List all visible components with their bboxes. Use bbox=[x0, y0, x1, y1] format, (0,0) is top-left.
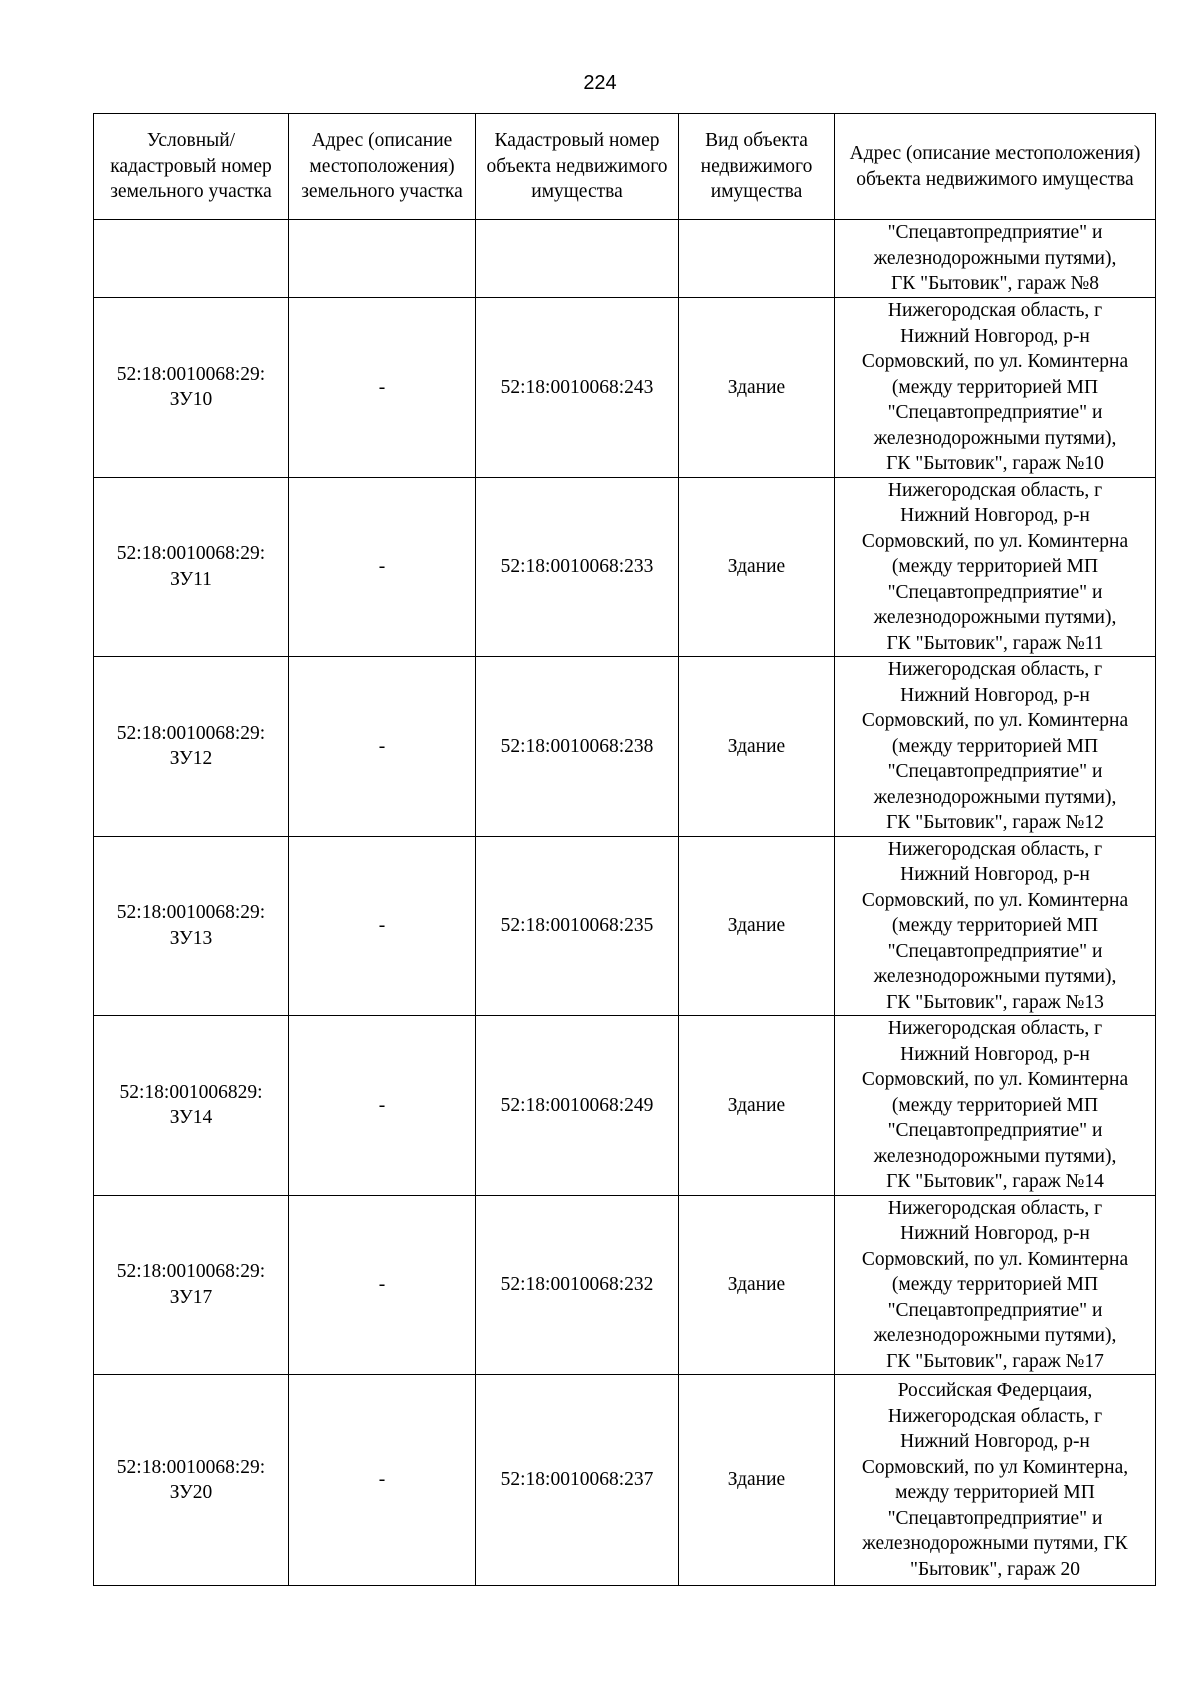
cell-object-number: 52:18:0010068:249 bbox=[476, 1016, 679, 1196]
plot-number-line: 52:18:0010068:29: bbox=[116, 722, 266, 744]
address-line: "Спецавтопредприятие" и bbox=[887, 940, 1103, 962]
address-line: Нижегородская область, г bbox=[887, 1405, 1103, 1427]
address-line: Нижний Новгород, р-н bbox=[900, 864, 1090, 885]
address-line: Нижегородская область, г bbox=[887, 1018, 1103, 1039]
address-line: (между территорией МП bbox=[891, 1274, 1099, 1295]
address-line: Сормовский, по ул. Коминтерна bbox=[861, 351, 1129, 372]
plot-number-line: ЗУ10 bbox=[169, 389, 213, 411]
address-line: "Спецавтопредприятие" и bbox=[887, 581, 1103, 603]
header-object-number: Кадастровый номер объекта недвижимого имущества bbox=[476, 114, 679, 220]
address-line: железнодорожными путями, ГК bbox=[862, 1533, 1128, 1554]
cell-plot-address: - bbox=[289, 1195, 476, 1375]
address-line: "Спецавтопредприятие" и bbox=[887, 1299, 1103, 1321]
address-line: железнодорожными путями), bbox=[873, 1325, 1117, 1346]
cell-object-address bbox=[835, 657, 1156, 837]
header-plot-number: Условный/ кадастровый номер земельного участка bbox=[94, 114, 289, 220]
address-line: Нижний Новгород, р-н bbox=[900, 1043, 1090, 1065]
cell-object-type: Здание bbox=[679, 298, 835, 478]
address-line: Нижний Новгород, р-н bbox=[900, 325, 1090, 347]
address-line: Нижегородская область, г bbox=[887, 479, 1103, 501]
table-row bbox=[94, 298, 1156, 478]
address-line: ГК "Бытовик", гараж №14 bbox=[886, 1171, 1104, 1192]
cell-object-type: Здание bbox=[679, 1195, 835, 1375]
table-row bbox=[94, 657, 1156, 837]
address-line: Нижегородская область, г bbox=[887, 300, 1103, 321]
address-line: ГК "Бытовик", гараж №8 bbox=[890, 273, 1100, 294]
cell-object-address bbox=[835, 220, 1156, 298]
cell-object-address bbox=[835, 477, 1156, 657]
address-line: "Спецавтопредприятие" и bbox=[887, 761, 1103, 782]
address-line: ГК "Бытовик", гараж №13 bbox=[886, 991, 1104, 1013]
address-line: "Спецавтопредприятие" и bbox=[887, 1120, 1103, 1141]
address-line: Сормовский, по ул. Коминтерна bbox=[861, 710, 1129, 731]
cell-plot-address bbox=[289, 220, 476, 298]
header-plot-address: Адрес (описание местоположения) земельного участка bbox=[289, 114, 476, 220]
continuation-row bbox=[94, 220, 1156, 298]
cell-object-number bbox=[476, 220, 679, 298]
cell-plot-number bbox=[94, 1375, 289, 1586]
plot-number-line: ЗУ14 bbox=[169, 1107, 213, 1129]
address-line: железнодорожными путями), bbox=[873, 247, 1117, 269]
cell-object-number: 52:18:0010068:243 bbox=[476, 298, 679, 478]
address-line: "Спецавтопредприятие" и bbox=[887, 1507, 1103, 1529]
plot-number-line: 52:18:0010068:29: bbox=[116, 543, 266, 565]
address-line: ГК "Бытовик", гараж №10 bbox=[886, 453, 1104, 474]
cell-plot-address: - bbox=[289, 477, 476, 657]
address-line: (между территорией МП bbox=[891, 735, 1099, 757]
table-row bbox=[94, 1016, 1156, 1196]
cadastral-table bbox=[93, 113, 1156, 1586]
address-line: железнодорожными путями), bbox=[873, 966, 1117, 987]
address-line: между территорией МП bbox=[895, 1482, 1095, 1503]
plot-number-line: ЗУ17 bbox=[169, 1286, 213, 1308]
table-row bbox=[94, 1375, 1156, 1586]
address-line: Сормовский, по ул. Коминтерна bbox=[861, 889, 1129, 911]
plot-number-line: 52:18:0010068:29: bbox=[116, 902, 266, 924]
table-row bbox=[94, 836, 1156, 1016]
cell-plot-number bbox=[94, 657, 289, 837]
address-line: Сормовский, по ул. Коминтерна bbox=[861, 1248, 1129, 1270]
plot-number-line: ЗУ12 bbox=[169, 748, 213, 770]
address-line: ГК "Бытовик", гараж №11 bbox=[886, 632, 1104, 654]
address-line: Сормовский, по ул. Коминтерна bbox=[861, 1069, 1129, 1090]
plot-number-line: ЗУ20 bbox=[169, 1482, 213, 1503]
address-line: ГК "Бытовик", гараж №17 bbox=[886, 1350, 1104, 1372]
table-row bbox=[94, 477, 1156, 657]
address-line: Нижний Новгород, р-н bbox=[900, 684, 1090, 706]
cell-object-address bbox=[835, 1375, 1156, 1586]
cell-object-type: Здание bbox=[679, 1016, 835, 1196]
cell-plot-number bbox=[94, 1016, 289, 1196]
cell-plot-number bbox=[94, 836, 289, 1016]
cell-object-number: 52:18:0010068:232 bbox=[476, 1195, 679, 1375]
plot-number-line: ЗУ13 bbox=[169, 927, 213, 949]
header-object-type: Вид объекта недвижимого имущества bbox=[679, 114, 835, 220]
address-line: железнодорожными путями), bbox=[873, 607, 1117, 628]
cell-object-number: 52:18:0010068:237 bbox=[476, 1375, 679, 1586]
address-line: Нижегородская область, г bbox=[887, 838, 1103, 860]
cell-object-address bbox=[835, 1016, 1156, 1196]
header-object-address: Адрес (описание местоположения) объекта недвижимого имущества bbox=[835, 114, 1156, 220]
address-line: (между территорией МП bbox=[891, 915, 1099, 936]
address-line: Сормовский, по ул. Коминтерна bbox=[861, 530, 1129, 552]
address-line: Нижегородская область, г bbox=[887, 1197, 1103, 1219]
cell-plot-number bbox=[94, 477, 289, 657]
cell-object-address bbox=[835, 298, 1156, 478]
cell-plot-address: - bbox=[289, 1375, 476, 1586]
cell-object-number: 52:18:0010068:233 bbox=[476, 477, 679, 657]
plot-number-line: 52:18:0010068:29: bbox=[116, 363, 266, 385]
cell-object-number: 52:18:0010068:235 bbox=[476, 836, 679, 1016]
cell-object-type: Здание bbox=[679, 477, 835, 657]
cell-plot-address: - bbox=[289, 836, 476, 1016]
address-line: железнодорожными путями), bbox=[873, 786, 1117, 808]
address-line: железнодорожными путями), bbox=[873, 1145, 1117, 1167]
address-line: Нижний Новгород, р-н bbox=[900, 505, 1090, 526]
address-line: Нижегородская область, г bbox=[887, 659, 1103, 680]
address-line: ГК "Бытовик", гараж №12 bbox=[886, 812, 1104, 833]
cell-object-number: 52:18:0010068:238 bbox=[476, 657, 679, 837]
address-line: (между территорией МП bbox=[891, 556, 1099, 577]
address-line: железнодорожными путями), bbox=[873, 427, 1117, 449]
address-line: "Бытовик", гараж 20 bbox=[909, 1558, 1080, 1580]
cell-object-type: Здание bbox=[679, 657, 835, 837]
table-row bbox=[94, 1195, 1156, 1375]
plot-number-line: 52:18:0010068:29: bbox=[116, 1456, 266, 1478]
cell-plot-address: - bbox=[289, 657, 476, 837]
address-line: Нижний Новгород, р-н bbox=[900, 1431, 1090, 1452]
address-line: "Спецавтопредприятие" и bbox=[887, 222, 1103, 243]
cell-object-type: Здание bbox=[679, 1375, 835, 1586]
plot-number-line: 52:18:001006829: bbox=[119, 1081, 263, 1103]
cell-plot-number bbox=[94, 220, 289, 298]
address-line: Сормовский, по ул Коминтерна, bbox=[861, 1456, 1129, 1478]
address-line: Нижний Новгород, р-н bbox=[900, 1223, 1090, 1244]
cell-plot-address: - bbox=[289, 298, 476, 478]
cell-object-type bbox=[679, 220, 835, 298]
plot-number-line: 52:18:0010068:29: bbox=[116, 1261, 266, 1283]
table-header-row bbox=[94, 114, 1156, 220]
cell-object-address bbox=[835, 836, 1156, 1016]
page-number: 224 bbox=[583, 72, 617, 94]
cell-object-type: Здание bbox=[679, 836, 835, 1016]
address-line: (между территорией МП bbox=[891, 376, 1099, 398]
cell-plot-number bbox=[94, 1195, 289, 1375]
address-line: "Спецавтопредприятие" и bbox=[887, 402, 1103, 423]
address-line: (между территорией МП bbox=[891, 1094, 1099, 1116]
address-line: Российская Федерцаия, bbox=[897, 1380, 1093, 1401]
plot-number-line: ЗУ11 bbox=[170, 568, 212, 590]
cell-object-address bbox=[835, 1195, 1156, 1375]
cell-plot-number bbox=[94, 298, 289, 478]
cell-plot-address: - bbox=[289, 1016, 476, 1196]
